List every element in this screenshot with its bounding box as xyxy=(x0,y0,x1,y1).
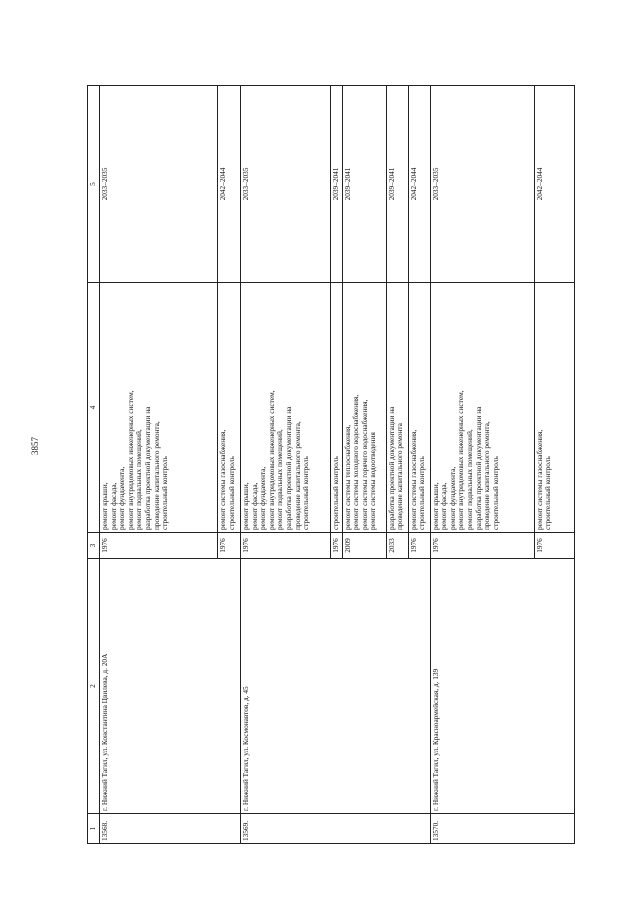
entry-period: 2033–2035 xyxy=(430,86,534,283)
work-item: ремонт внутридомовых инженерных систем, xyxy=(266,390,276,530)
work-item: ремонт фасада, xyxy=(249,482,259,530)
header-col-4: 4 xyxy=(88,283,100,533)
header-row xyxy=(88,86,100,844)
work-item: ремонт крыши, xyxy=(430,482,440,530)
entry-works xyxy=(386,283,408,533)
work-item: строительный контроль xyxy=(543,456,553,530)
table-row xyxy=(100,86,218,844)
work-item: разработка проектной документации на xyxy=(143,406,153,530)
entry-period: 2039–2041 xyxy=(386,86,408,283)
work-item: ремонт системы газоснабжения, xyxy=(218,429,227,530)
entry-period: 2033–2035 xyxy=(100,86,218,283)
entry-address: г. Нижний Тагил, ул. Константина Цвилева, д. 20А xyxy=(100,559,241,814)
table-row xyxy=(241,86,331,844)
entry-period: 2039–2041 xyxy=(342,86,386,283)
entry-year: 2033 xyxy=(386,533,408,559)
entry-period: 2033–2035 xyxy=(241,86,331,283)
entry-year: 2009 xyxy=(342,533,386,559)
work-item: ремонт системы холодного водоснабжения, xyxy=(351,394,361,530)
repair-schedule-table xyxy=(87,85,575,844)
entry-year: 1976 xyxy=(331,533,343,559)
repair-schedule-table-wrapper xyxy=(87,86,551,844)
entry-works xyxy=(342,283,386,533)
entry-year: 1976 xyxy=(430,533,534,559)
entry-year: 1976 xyxy=(218,533,241,559)
work-item: ремонт подвальных помещений, xyxy=(465,429,475,530)
work-item: строительный контроль xyxy=(226,456,236,530)
entry-address: г. Нижний Тагил, ул. Красноармейская, д. 139 xyxy=(430,559,574,814)
work-item: ремонт системы теплоснабжения, xyxy=(342,424,352,530)
work-item: ремонт внутридомовых инженерных систем, xyxy=(456,390,466,530)
header-col-5: 5 xyxy=(88,86,100,283)
table-row xyxy=(430,86,534,844)
header-col-1: 1 xyxy=(88,814,100,844)
work-item: проведение капитального ремонта xyxy=(395,423,405,530)
entry-year: 1976 xyxy=(408,533,430,559)
work-item: проведение капитального ремонта, xyxy=(482,421,492,530)
work-item: ремонт системы водоотведения xyxy=(368,432,378,530)
work-item: ремонт фасада, xyxy=(439,482,449,530)
work-item: строительный контроль xyxy=(160,456,170,530)
header-col-3: 3 xyxy=(88,533,100,559)
work-item: разработка проектной документации на xyxy=(473,406,483,530)
work-item: разработка проектной документации на xyxy=(386,406,396,530)
entry-works xyxy=(218,283,241,533)
work-item: строительный контроль xyxy=(301,456,311,530)
entry-works xyxy=(100,283,218,533)
work-item: проведение капитального ремонта, xyxy=(292,421,302,530)
entry-works xyxy=(408,283,430,533)
work-item: строительный контроль xyxy=(331,456,340,530)
entry-year: 1976 xyxy=(100,533,218,559)
entry-number: 13568. xyxy=(100,814,241,844)
work-item: ремонт фасада, xyxy=(108,482,118,530)
work-item: ремонт фундамента, xyxy=(447,466,457,530)
work-item: строительный контроль xyxy=(490,456,500,530)
header-col-2: 2 xyxy=(88,559,100,814)
page-number: 3857 xyxy=(30,437,40,455)
work-item: ремонт подвальных помещений, xyxy=(134,429,144,530)
entry-year: 1976 xyxy=(534,533,574,559)
entry-number: 13569. xyxy=(241,814,431,844)
entry-works xyxy=(534,283,574,533)
entry-address: г. Нижний Тагил, ул. Космонавтов, д. 45 xyxy=(241,559,431,814)
work-item: ремонт подвальных помещений, xyxy=(275,429,285,530)
entry-period: 2042–2044 xyxy=(534,86,574,283)
work-item: ремонт системы газоснабжения, xyxy=(408,429,418,530)
work-item: ремонт крыши, xyxy=(241,482,250,530)
entry-works xyxy=(331,283,343,533)
entry-number: 13570. xyxy=(430,814,574,844)
work-item: ремонт крыши, xyxy=(100,482,109,530)
work-item: ремонт системы газоснабжения, xyxy=(534,429,544,530)
work-item: разработка проектной документации на xyxy=(284,406,294,530)
work-item: ремонт фундамента, xyxy=(258,466,268,530)
work-item: ремонт системы горячего водоснабжения, xyxy=(359,399,369,530)
entry-period: 2042–2044 xyxy=(218,86,241,283)
entry-year: 1976 xyxy=(241,533,331,559)
entry-works xyxy=(241,283,331,533)
work-item: ремонт внутридомовых инженерных систем, xyxy=(125,390,135,530)
work-item: строительный контроль xyxy=(417,456,427,530)
entry-works xyxy=(430,283,534,533)
entry-period: 2039–2041 xyxy=(331,86,343,283)
entry-period: 2042–2044 xyxy=(408,86,430,283)
work-item: ремонт фундамента, xyxy=(117,466,127,530)
work-item: проведение капитального ремонта, xyxy=(151,421,161,530)
